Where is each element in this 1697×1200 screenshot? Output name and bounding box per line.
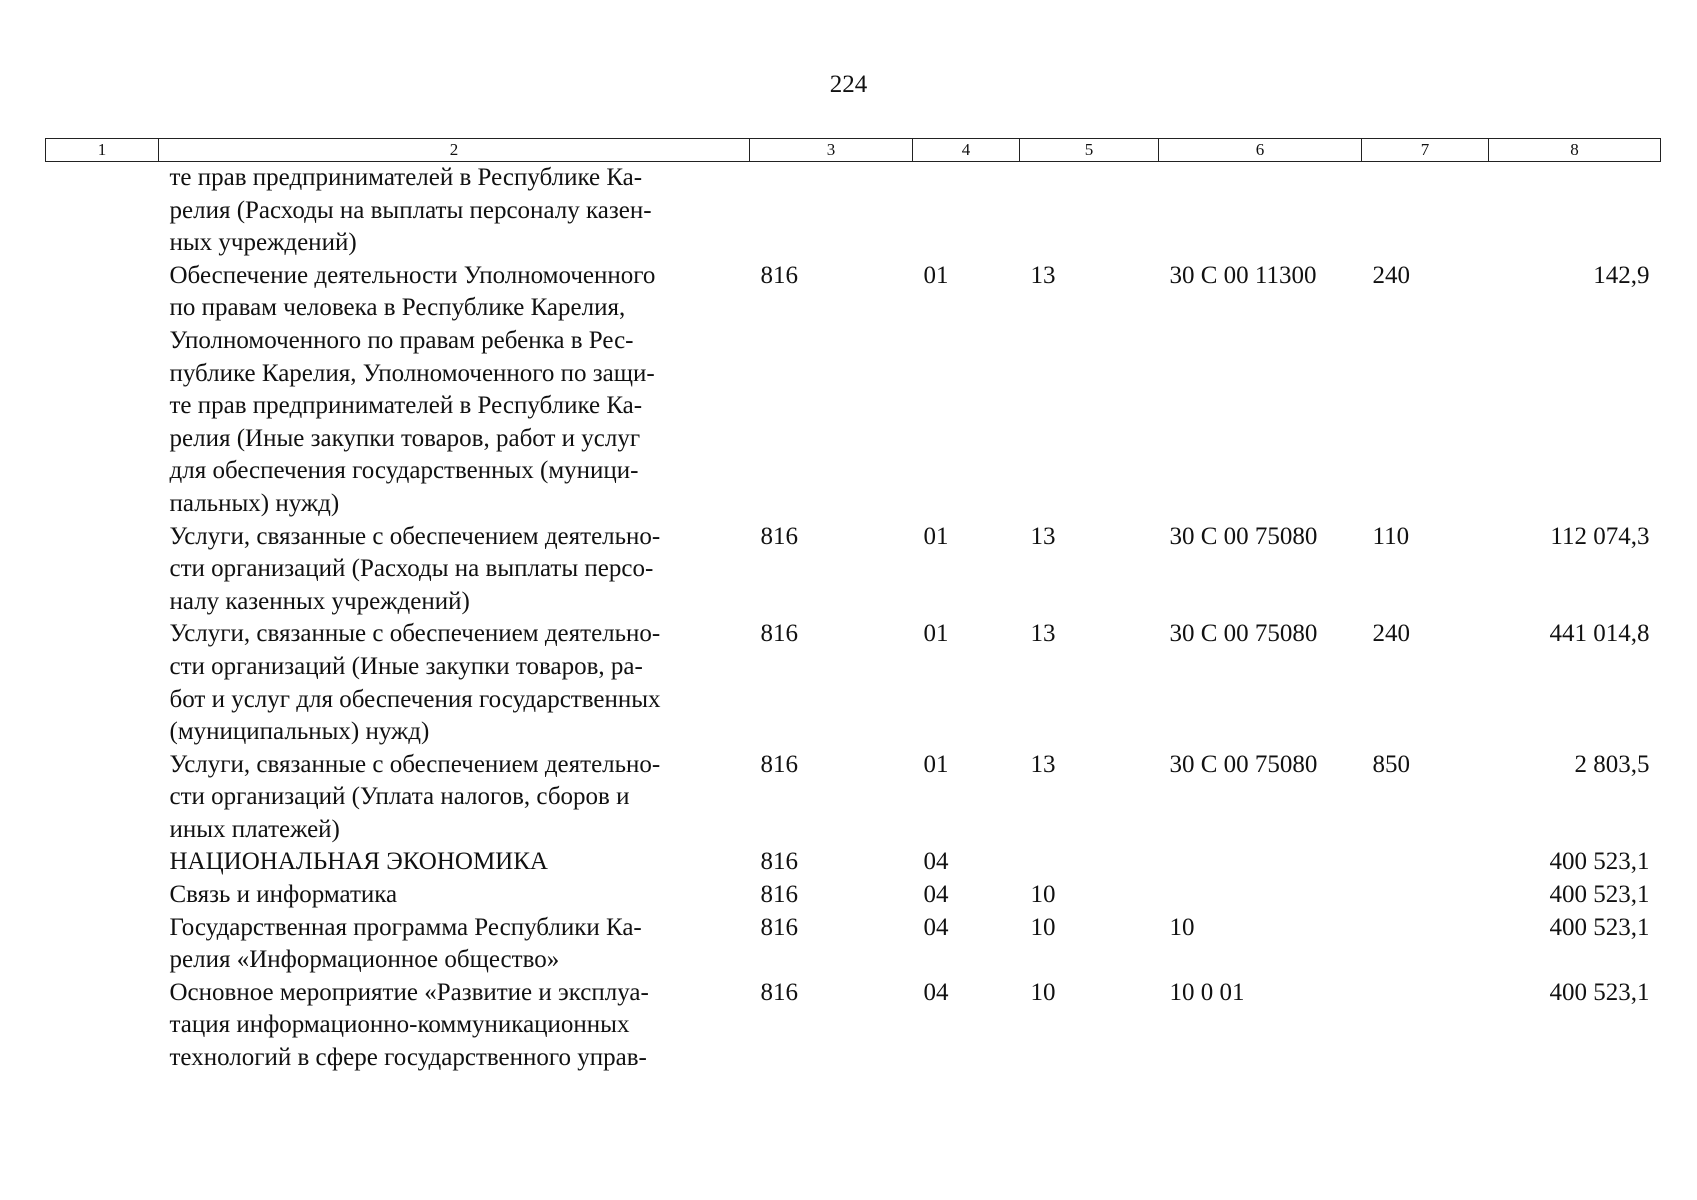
expense-type-code	[1362, 977, 1489, 1075]
column-header-8: 8	[1489, 139, 1661, 162]
target-article-code: 30 С 00 75080	[1169, 522, 1318, 550]
amount: 400 523,1	[1549, 881, 1650, 909]
amount: 441 014,8	[1549, 620, 1650, 648]
section-code: 01	[923, 522, 949, 550]
row-spacer	[46, 977, 159, 1075]
section-code: 04	[923, 978, 949, 1006]
table-row	[46, 879, 1661, 912]
amount: 400 523,1	[1549, 848, 1650, 876]
target-article-code: 30 С 00 75080	[1169, 620, 1318, 648]
table-row	[46, 912, 1661, 977]
column-header-4: 4	[913, 139, 1020, 162]
item-name: Основное мероприятие «Развитие и эксплуа- тация информационно-коммуникационных технологий в сфере государственного управ-	[169, 978, 649, 1072]
row-spacer	[46, 879, 159, 912]
target-article-code	[1159, 846, 1362, 879]
ministry-code: 816	[760, 913, 798, 941]
expense-type-code	[1362, 162, 1489, 260]
column-header-7: 7	[1362, 139, 1489, 162]
table-row	[46, 162, 1661, 260]
column-header-5: 5	[1020, 139, 1159, 162]
subsection-code	[1020, 846, 1159, 879]
amount: 142,9	[1593, 261, 1650, 289]
item-name: НАЦИОНАЛЬНАЯ ЭКОНОМИКА	[169, 848, 548, 876]
table-row	[46, 749, 1661, 847]
ministry-code: 816	[760, 750, 798, 778]
target-article-code: 30 С 00 75080	[1169, 750, 1318, 778]
ministry-code: 816	[760, 978, 798, 1006]
item-name: Услуги, связанные с обеспечением деятельно- сти организаций (Уплата налогов, сборов и иных платежей)	[169, 750, 661, 843]
expense-type-code	[1362, 912, 1489, 977]
column-header-3: 3	[750, 139, 913, 162]
item-name: Обеспечение деятельности Уполномоченного по правам человека в Республике Карелия, Уполномоченного по правам ребенка в Рес- публике Карелия, Уполномоченного по защи- те прав предпринимателей в Республике Ка- релия (Иные закупки товаров, работ и услуг для обеспечения государственных (муници- пальных) нужд)	[169, 261, 656, 517]
table-row	[46, 260, 1661, 521]
amount	[1489, 162, 1661, 260]
expense-type-code: 850	[1372, 750, 1410, 778]
expense-type-code	[1362, 879, 1489, 912]
expense-type-code	[1362, 846, 1489, 879]
section-code: 04	[923, 848, 949, 876]
row-spacer	[46, 618, 159, 748]
ministry-code: 816	[760, 620, 798, 648]
amount: 112 074,3	[1550, 522, 1650, 550]
amount: 400 523,1	[1549, 978, 1650, 1006]
row-spacer	[46, 749, 159, 847]
budget-table	[45, 138, 1661, 1075]
subsection-code: 13	[1030, 750, 1056, 778]
subsection-code	[1020, 162, 1159, 260]
table-row	[46, 521, 1661, 619]
page-number: 224	[829, 71, 868, 98]
target-article-code: 10	[1169, 913, 1195, 941]
subsection-code: 10	[1030, 978, 1056, 1006]
column-number-row	[46, 139, 1661, 162]
item-name: Государственная программа Республики Ка- релия «Информационное общество»	[169, 913, 642, 974]
section-code: 04	[923, 881, 949, 909]
item-name: Связь и информатика	[169, 881, 398, 909]
table-row	[46, 977, 1661, 1075]
item-name: Услуги, связанные с обеспечением деятельно- сти организаций (Расходы на выплаты персо- налу казенных учреждений)	[169, 522, 661, 615]
row-spacer	[46, 162, 159, 260]
target-article-code: 30 С 00 11300	[1169, 261, 1317, 289]
section-code	[913, 162, 1020, 260]
table-row	[46, 846, 1661, 879]
row-spacer	[46, 846, 159, 879]
item-name: Услуги, связанные с обеспечением деятельно- сти организаций (Иные закупки товаров, ра- бот и услуг для обеспечения государственных (муниципальных) нужд)	[169, 620, 661, 746]
ministry-code: 816	[760, 881, 798, 909]
row-spacer	[46, 521, 159, 619]
subsection-code: 13	[1030, 620, 1056, 648]
section-code: 01	[923, 620, 949, 648]
column-header-2: 2	[159, 139, 750, 162]
column-header-1: 1	[46, 139, 159, 162]
expense-type-code: 240	[1372, 261, 1410, 289]
target-article-code	[1159, 162, 1362, 260]
target-article-code	[1159, 879, 1362, 912]
subsection-code: 10	[1030, 881, 1056, 909]
item-name: те прав предпринимателей в Республике Ка- релия (Расходы на выплаты персоналу казен- ных учреждений)	[169, 164, 652, 257]
amount: 400 523,1	[1549, 913, 1650, 941]
subsection-code: 13	[1030, 261, 1056, 289]
ministry-code: 816	[760, 848, 798, 876]
section-code: 01	[923, 261, 949, 289]
expense-type-code: 240	[1372, 620, 1410, 648]
table-row	[46, 618, 1661, 748]
column-header-6: 6	[1159, 139, 1362, 162]
row-spacer	[46, 260, 159, 521]
subsection-code: 13	[1030, 522, 1056, 550]
section-code: 04	[923, 913, 949, 941]
ministry-code	[750, 162, 913, 260]
ministry-code: 816	[760, 261, 798, 289]
expense-type-code: 110	[1372, 522, 1410, 550]
subsection-code: 10	[1030, 913, 1056, 941]
amount: 2 803,5	[1574, 750, 1650, 778]
target-article-code: 10 0 01	[1169, 978, 1245, 1006]
ministry-code: 816	[760, 522, 798, 550]
section-code: 01	[923, 750, 949, 778]
row-spacer	[46, 912, 159, 977]
